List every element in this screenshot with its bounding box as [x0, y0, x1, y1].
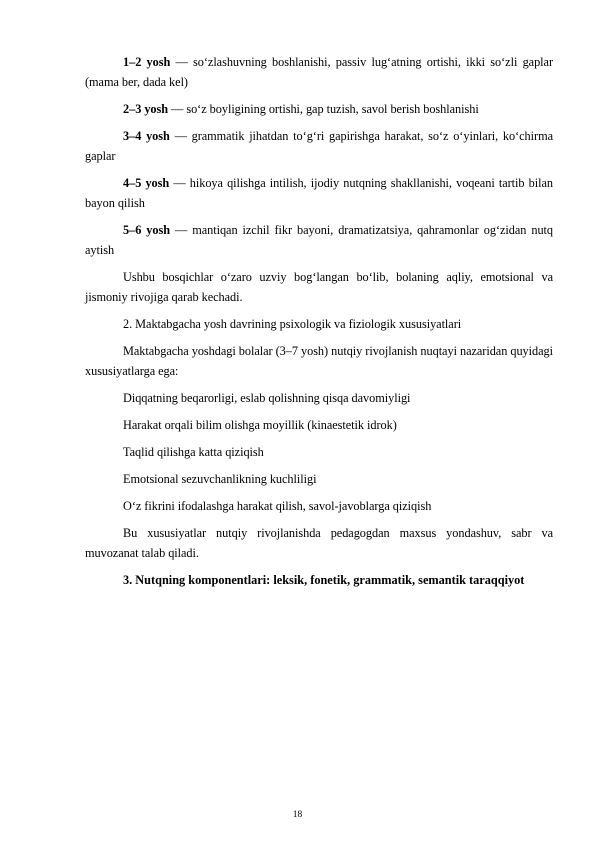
age-stage-2	[85, 99, 553, 119]
features-conclusion: Bu xususiyatlar nutqiy rivojlanishda pedagogdan maxsus yondashuv, sabr va muvozanat talab qiladi.	[85, 526, 553, 560]
feature-item-5: O‘z fikrini ifodalashga harakat qilish, savol-javoblarga qiziqish	[123, 499, 432, 513]
document-page	[85, 52, 553, 597]
age-stage-3-term: 3–4 yosh	[123, 129, 170, 143]
age-stage-5	[85, 220, 553, 260]
age-stage-1	[85, 52, 553, 92]
section-3-title: 3. Nutqning komponentlari: leksik, fonetik, grammatik, semantik taraqqiyot	[123, 573, 525, 587]
feature-item-3: Taqlid qilishga katta qiziqish	[123, 445, 264, 459]
age-stage-3-text: — grammatik jihatdan to‘g‘ri gapirishga harakat, so‘z o‘yinlari, ko‘chirma gaplar	[85, 129, 553, 163]
age-stage-1-term: 1–2 yosh	[123, 55, 171, 69]
age-stage-3	[85, 126, 553, 166]
age-stage-4-text: — hikoya qilishga intilish, ijodiy nutqning shakllanishi, voqeani tartib bilan bayon qilish	[85, 176, 553, 210]
age-stage-5-text: — mantiqan izchil fikr bayoni, dramatizatsiya, qahramonlar og‘zidan nutq aytish	[85, 223, 554, 257]
feature-item-4: Emotsional sezuvchanlikning kuchliligi	[123, 472, 317, 486]
age-stage-4-term: 4–5 yosh	[123, 176, 170, 190]
stages-summary: Ushbu bosqichlar o‘zaro uzviy bog‘langan bo‘lib, bolaning aqliy, emotsional va jismoniy rivojiga qarab kechadi.	[85, 270, 553, 304]
age-stage-2-text: — so‘z boyligining ortishi, gap tuzish, savol berish boshlanishi	[168, 102, 479, 116]
page-number: 18	[292, 810, 303, 820]
age-stage-5-term: 5–6 yosh	[123, 223, 170, 237]
feature-item-2: Harakat orqali bilim olishga moyillik (kinaestetik idrok)	[123, 418, 397, 432]
age-stage-1-text: — so‘zlashuvning boshlanishi, passiv lug‘atning ortishi, ikki so‘zli gaplar (mama ber, dada kel)	[85, 55, 553, 89]
section-2-title: 2. Maktabgacha yosh davrining psixologik va fiziologik xususiyatlari	[123, 317, 462, 331]
section-2-intro: Maktabgacha yoshdagi bolalar (3–7 yosh) nutqiy rivojlanish nuqtayi nazaridan quyidagi xususiyatlarga ega:	[85, 344, 553, 378]
age-stage-4	[85, 173, 553, 213]
feature-item-1: Diqqatning beqarorligi, eslab qolishning qisqa davomiyligi	[123, 391, 411, 405]
age-stage-2-term: 2–3 yosh	[123, 102, 169, 116]
